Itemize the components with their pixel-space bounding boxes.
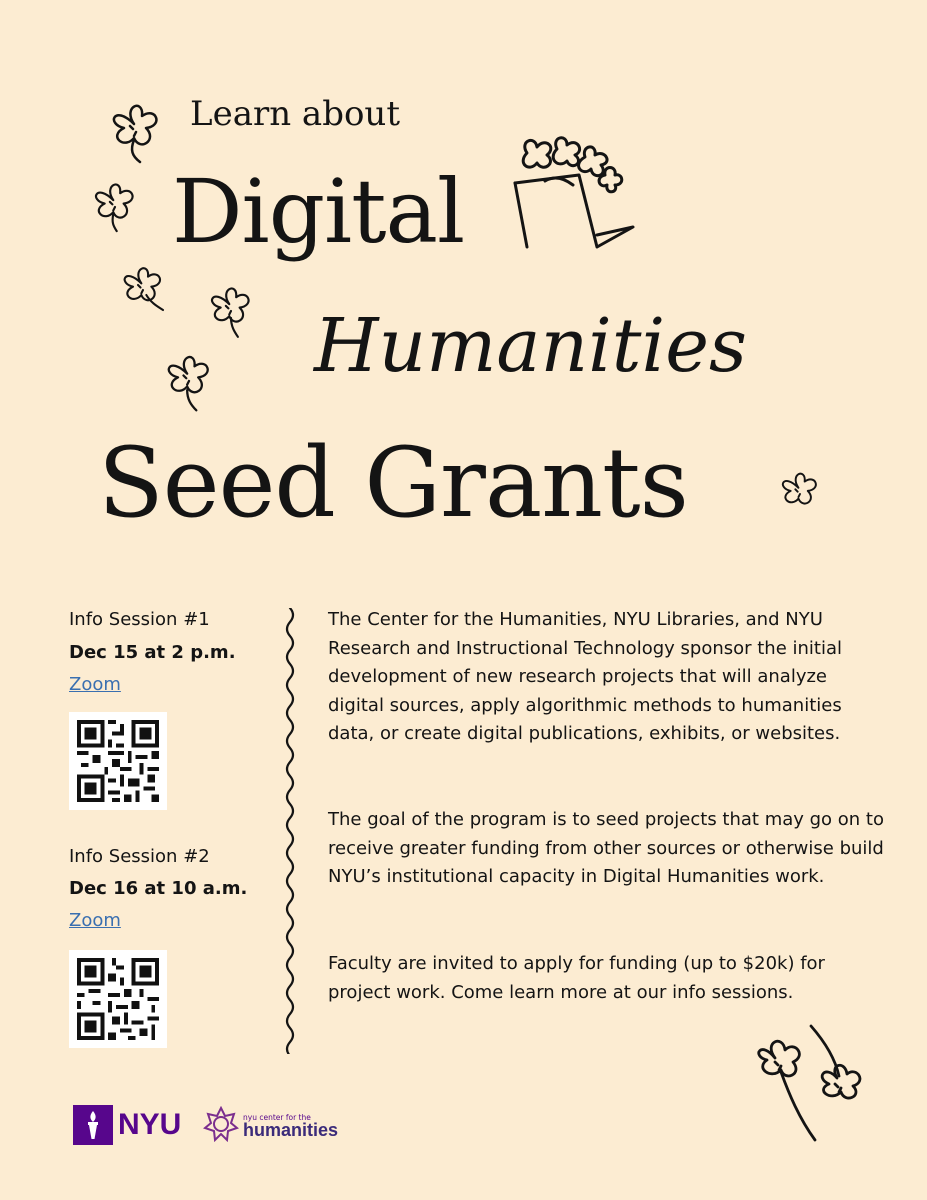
- title-learn-about: Learn about: [190, 94, 400, 134]
- session-2-zoom-link[interactable]: Zoom: [69, 910, 121, 931]
- flower-icon: [745, 1022, 880, 1144]
- session-1-date: Dec 15 at 2 p.m.: [69, 642, 236, 663]
- session-1-zoom-link[interactable]: Zoom: [69, 674, 121, 695]
- body-paragraph-2: The goal of the program is to seed projects that may go on to receive greater funding from other sources or otherwise build NYU’s institutional capacity in Digital Humanities work.: [328, 809, 885, 887]
- title-humanities: Humanities: [314, 303, 747, 389]
- flower-icon: [770, 466, 830, 522]
- qr-code-icon: [69, 712, 167, 810]
- center-humanities-small-text: nyu center for the: [243, 1113, 311, 1122]
- flower-icon: [112, 260, 174, 320]
- center-humanities-logo-icon: [203, 1106, 239, 1142]
- body-paragraph-1: The Center for the Humanities, NYU Libraries, and NYU Research and Instructional Technology sponsor the initial development of new research projects that will analyze digital sources, apply algorithmic methods to humanities data, or create digital publications, exhibits, or websites.: [328, 609, 843, 744]
- session-2-label: Info Session #2: [69, 846, 210, 867]
- nyu-torch-icon: [73, 1105, 113, 1145]
- qr-code-icon: [69, 950, 167, 1048]
- flower-basket-icon: [505, 135, 640, 260]
- nyu-wordmark: NYU: [118, 1108, 182, 1141]
- session-1-label: Info Session #1: [69, 609, 210, 630]
- session-2-date: Dec 16 at 10 a.m.: [69, 878, 248, 899]
- title-seed-grants: Seed Grants: [98, 427, 688, 539]
- body-paragraph-3: Faculty are invited to apply for funding (up to $20k) for project work. Come learn more at our info sessions.: [328, 953, 825, 1003]
- flower-icon: [100, 96, 172, 168]
- flower-icon: [156, 348, 222, 414]
- flower-icon: [200, 280, 262, 342]
- wavy-divider: [280, 608, 300, 1054]
- center-humanities-wordmark: humanities: [243, 1120, 339, 1140]
- title-digital: Digital: [172, 160, 465, 263]
- flower-icon: [82, 176, 148, 238]
